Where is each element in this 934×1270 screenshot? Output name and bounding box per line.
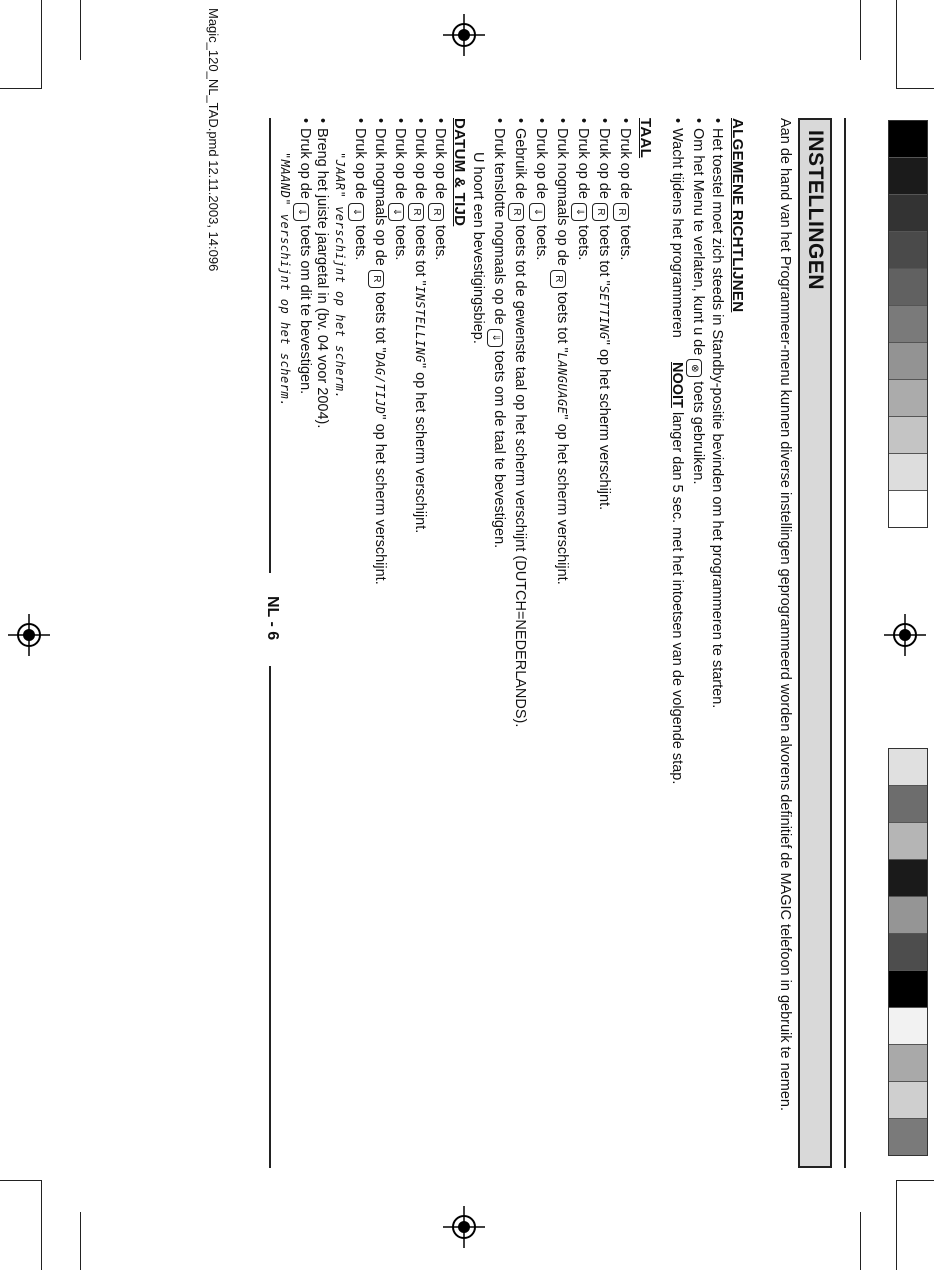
menu-key-icon: R (368, 270, 384, 288)
down-key-icon: ⇓ (529, 203, 545, 221)
list-item: • Druk op deRtoets tot "INSTELLING" op het scherm verschijnt. (408, 118, 428, 585)
top-rule (844, 118, 846, 1168)
intro-text: Aan de hand van het Programmeer-menu kunnen diverse instellingen geprogrammeerd worden alvorens definitief de MAGIC telefoon in gebruik te nemen. (777, 118, 793, 1112)
color-swatch (889, 823, 927, 860)
color-swatch (889, 934, 927, 971)
down-key-icon: ⇓ (348, 203, 364, 221)
list-item: • Om het Menu te verlaten, kunt u de⊗toets gebruiken. (686, 118, 707, 784)
color-swatch (889, 897, 927, 934)
color-swatch (889, 749, 927, 786)
list-item: • Breng het juiste jaargetal in (bv. 04 voor 2004). (313, 118, 331, 585)
list-item: • Gebruik deRtoets tot de gewenste taal op het scherm verschijnt (DUTCH=NEDERLANDS). (508, 118, 529, 727)
down-key-icon: ⇓ (388, 203, 404, 221)
list-item: • Druk op de⇓toets. (529, 118, 550, 727)
footer-file-info: Magic_120_NL_TAD.pmd 12.11.2003, 14:096 (206, 8, 221, 272)
list-item: • Druk tenslotte nogmaals op de⇓toets om de taal te bevestigen. (487, 118, 508, 727)
crop-mark (41, 1180, 42, 1270)
taal-list (468, 118, 634, 727)
menu-key-icon: R (550, 270, 566, 288)
crop-mark (0, 88, 42, 89)
color-swatch (889, 491, 927, 527)
color-swatch (889, 343, 927, 380)
menu-key-icon: R (408, 203, 424, 221)
color-swatch (889, 380, 927, 417)
color-swatch (889, 269, 927, 306)
list-item: U hoort een bevestigingsbiep. (470, 152, 486, 344)
page-number: NL - 6 (264, 596, 281, 641)
page-title: INSTELLINGEN (798, 118, 832, 1168)
menu-key-icon: R (592, 203, 608, 221)
color-swatch (889, 158, 927, 195)
registration-mark-icon (884, 614, 926, 656)
color-swatch (889, 1119, 927, 1155)
list-item: • Het toestel moet zich steeds in Standby-positie bevinden om het programmeren te starten. (707, 118, 726, 784)
crop-mark (896, 1180, 897, 1270)
menu-key-icon: R (613, 203, 629, 221)
heading-datum-tijd: DATUM & TIJD (451, 118, 468, 227)
list-item: • Druk op de⇓toets om dit te bevestigen. (293, 118, 313, 585)
list-item: • Druk op de⇓toets. (571, 118, 592, 727)
crop-mark (860, 1212, 861, 1270)
down-key-icon: ⇓ (571, 203, 587, 221)
color-swatch (889, 1082, 927, 1119)
crop-mark (896, 1180, 934, 1181)
list-item: • Wacht tijdens het programmeren NOOIT langer dan 5 sec. met het intoetsen van de volgende stap. (667, 118, 686, 784)
heading-taal: TAAL (637, 118, 654, 159)
color-swatch (889, 195, 927, 232)
registration-mark-icon (443, 1206, 485, 1248)
color-swatch (889, 121, 927, 158)
registration-mark-icon (8, 614, 50, 656)
color-swatch (889, 971, 927, 1008)
crop-mark (860, 0, 861, 60)
algemeen-list (667, 118, 726, 784)
color-swatch (889, 860, 927, 897)
list-item: "JAAR" verschijnt op het scherm. (333, 152, 347, 400)
crop-mark (896, 0, 897, 88)
crop-mark (41, 0, 42, 88)
color-swatch (889, 454, 927, 491)
down-key-icon: ⇓ (293, 203, 309, 221)
bottom-rule-left (269, 118, 271, 573)
datum-list (276, 118, 449, 585)
registration-mark-icon (443, 14, 485, 56)
crop-mark (896, 88, 934, 89)
menu-key-icon: R (508, 203, 524, 221)
bottom-rule-right (269, 666, 271, 1168)
down-key-icon: ⇓ (487, 329, 503, 347)
crop-mark (0, 1180, 42, 1181)
color-swatch (889, 417, 927, 454)
menu-key-icon: R (428, 203, 444, 221)
color-bar-bottom (888, 748, 928, 1156)
color-swatch (889, 1045, 927, 1082)
list-item: • Druk nogmaals op deRtoets tot "LANGUAGE" op het scherm verschijnt. (550, 118, 571, 727)
color-swatch (889, 232, 927, 269)
list-item: • Druk op deRtoets. (428, 118, 448, 585)
list-item: • Druk nogmaals op deRtoets tot "DAG/TIJD" op het scherm verschijnt. (368, 118, 388, 585)
list-item: • Druk op de⇓toets. (388, 118, 408, 585)
list-item: • Druk op deRtoets. (613, 118, 634, 727)
list-item: "MAAND" verschijnt op het scherm. (278, 152, 292, 407)
color-swatch (889, 306, 927, 343)
crop-mark (80, 0, 81, 60)
color-swatch (889, 1008, 927, 1045)
cancel-key-icon: ⊗ (686, 359, 702, 377)
list-item: • Druk op deRtoets tot "SETTING" op het scherm verschijnt. (592, 118, 613, 727)
list-item: • Druk op de⇓toets. (348, 118, 368, 585)
color-swatch (889, 786, 927, 823)
crop-mark (80, 1212, 81, 1270)
heading-algemeen: ALGEMENE RICHTLIJNEN (729, 118, 746, 313)
manual-page (146, 8, 846, 1168)
color-bar-top (888, 120, 928, 528)
